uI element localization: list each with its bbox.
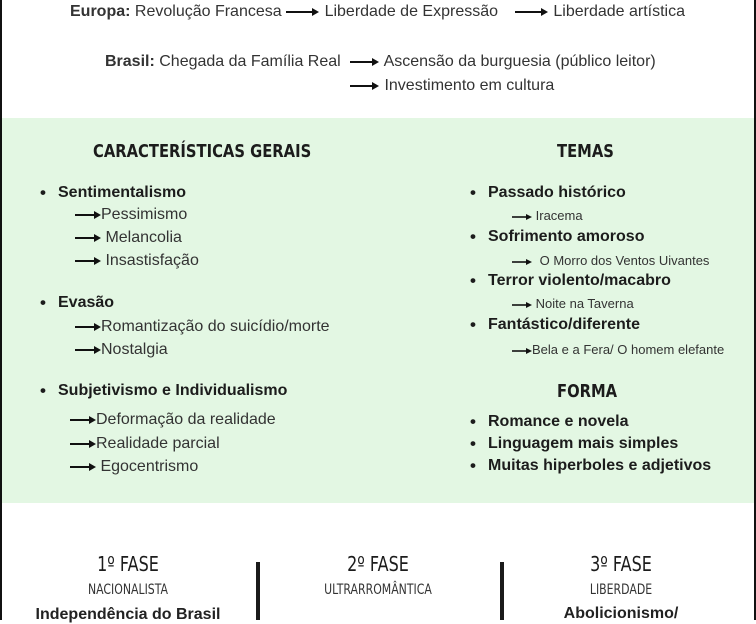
tema-example: [512, 253, 709, 268]
tema-example-text: Bela e a Fera/ O homem elefante: [532, 342, 725, 357]
caracteristica-item-text: Melancolia: [105, 229, 182, 246]
forma-heading: FORMA: [557, 381, 618, 402]
forma-item: • Muitas hiperboles e adjetivos: [488, 457, 711, 475]
caracteristica-group-title: • Subjetivismo e Individualismo: [58, 382, 287, 400]
arrow-right-icon: [75, 210, 101, 220]
brasil-start: Chegada da Família Real: [159, 53, 341, 70]
tema-example-text: Noite na Taverna: [535, 296, 634, 311]
tema-example: [512, 296, 634, 311]
brasil-result-row: [350, 77, 554, 95]
arrow-right-icon: [75, 322, 101, 332]
arrow-right-icon: [515, 7, 549, 17]
europa-step: Liberdade de Expressão: [324, 3, 499, 20]
tema-title: • Fantástico/diferente: [488, 316, 640, 334]
caracteristica-item-text: Nostalgia: [101, 341, 168, 358]
brasil-result: Investimento em cultura: [384, 77, 555, 94]
tema-example: [512, 208, 583, 223]
phase-divider: [256, 562, 260, 620]
europa-line: [70, 3, 685, 21]
caracteristica-item: [70, 411, 276, 429]
tema-example-text: O Morro dos Ventos Uivantes: [539, 253, 710, 268]
caracteristica-group-title: • Evasão: [58, 294, 114, 312]
caracteristica-item-text: Deformação da realidade: [96, 411, 276, 428]
temas-heading: TEMAS: [557, 141, 614, 162]
europa-label: Europa:: [70, 3, 131, 20]
arrow-right-icon: [286, 7, 320, 17]
caracteristica-item: [75, 318, 330, 336]
arrow-right-icon: [75, 256, 101, 266]
europa-step: Liberdade artística: [553, 3, 686, 20]
tema-title: • Terror violento/macabro: [488, 272, 671, 290]
caracteristica-group-title: • Sentimentalismo: [58, 184, 186, 202]
phase-2-subtitle-wrap: [278, 582, 478, 598]
brasil-result: Ascensão da burguesia (público leitor): [383, 53, 656, 70]
phase-subtitle: LIBERDADE: [589, 582, 653, 598]
caracteristicas-heading: CARACTERÍSTICAS GERAIS: [93, 141, 312, 162]
phase-1-subtitle-wrap: [28, 582, 228, 598]
phase-subtitle: NACIONALISTA: [87, 582, 169, 598]
forma-item: • Romance e novela: [488, 413, 629, 431]
phase-divider: [500, 562, 504, 620]
phase-subtitle: ULTRARROMÂNTICA: [324, 582, 432, 598]
caracteristica-item-text: Insastisfação: [105, 252, 199, 269]
arrow-right-icon: [70, 439, 96, 449]
caracteristica-item: [75, 341, 168, 359]
arrow-right-icon: [512, 347, 532, 355]
arrow-right-icon: [70, 415, 96, 425]
arrow-right-icon: [350, 81, 380, 91]
arrow-right-icon: [70, 462, 96, 472]
phase-3: [521, 552, 721, 576]
arrow-right-icon: [350, 57, 380, 67]
brasil-line: [105, 53, 341, 71]
caracteristica-item: [70, 458, 198, 476]
caracteristica-item: [75, 229, 182, 247]
tema-title: • Passado histórico: [488, 184, 626, 202]
phase-2: [278, 552, 478, 576]
phase-1: [28, 552, 228, 576]
phase-title: 1º FASE: [97, 552, 159, 576]
caracteristica-item: [75, 206, 187, 224]
arrow-right-icon: [512, 301, 532, 309]
phase-title: 2º FASE: [347, 552, 409, 576]
phase-detail: Independência do Brasil: [35, 606, 221, 623]
arrow-right-icon: [75, 345, 101, 355]
phase-detail: Abolicionismo/: [563, 605, 679, 622]
europa-step: Revolução Francesa: [134, 3, 282, 20]
caracteristica-item-text: Romantização do suicídio/morte: [101, 318, 330, 335]
caracteristica-item-text: Realidade parcial: [96, 435, 220, 452]
caracteristica-item: [75, 252, 199, 270]
forma-item: • Linguagem mais simples: [488, 435, 678, 453]
arrow-right-icon: [512, 258, 532, 266]
caracteristica-item-text: Pessimismo: [101, 206, 188, 223]
phase-3-subtitle-wrap: [521, 582, 721, 598]
arrow-right-icon: [512, 213, 532, 221]
phase-title: 3º FASE: [590, 552, 652, 576]
caracteristica-item-text: Egocentrismo: [100, 458, 199, 475]
tema-example: [512, 342, 724, 357]
brasil-result-row: [350, 53, 656, 71]
tema-example-text: Iracema: [535, 208, 583, 223]
brasil-label: Brasil:: [105, 53, 155, 70]
tema-title: • Sofrimento amoroso: [488, 228, 644, 246]
arrow-right-icon: [75, 233, 101, 243]
caracteristica-item: [70, 435, 220, 453]
